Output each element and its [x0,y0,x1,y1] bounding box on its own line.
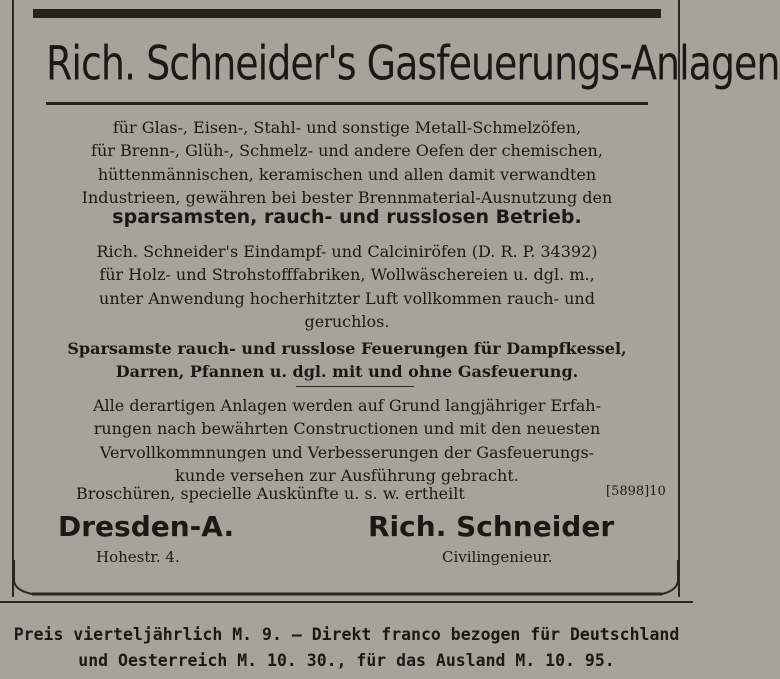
intro-line: für Brenn-, Glüh-, Schmelz- und andere Oefen der chemischen, [91,141,603,161]
experience-line: Alle derartigen Anlagen werden auf Grund langjähriger Erfah- [92,396,601,415]
intro-line: Industrieen, gewähren bei bester Brennmaterial-Ausnutzung den [81,187,613,207]
price-line: Preis vierteljährlich M. 9. — Direkt franco bezogen für Deutschland [13,625,680,644]
furnace-line: Rich. Schneider's Eindampf- und Calciniröfen (D. R. P. 34392) [96,242,598,261]
boiler-line: Sparsamste rauch- und russlose Feuerungen für Dampfkessel, [67,339,627,358]
city: Dresden-A. [58,510,235,543]
experience-line: kunde versehen zur Ausführung gebracht. [175,465,519,485]
ad-code: [5898]10 [606,484,666,499]
intro-line: für Glas-, Eisen-, Stahl- und sonstige Metall-Schmelzöfen, [112,118,582,137]
experience-line: Vervollkommnungen und Verbesserungen der Gasfeuerungs- [99,442,595,462]
street-address: Hohestr. 4. [96,548,180,566]
price-line: und Oesterreich M. 10. 30., für das Ausland M. 10. 95. [78,651,615,670]
brochure-note: Broschüren, specielle Auskünfte u. s. w. ertheilt [76,484,465,503]
section-divider [296,386,414,387]
headline-rule [46,102,648,105]
frame-bottom-ornament [0,560,693,605]
professional-title: Civilingenieur. [442,548,553,566]
intro-paragraph [30,116,664,209]
intro-line: hüttenmännischen, keramischen und allen damit verwandten [97,164,597,184]
furnace-line: unter Anwendung hocherhitzter Luft vollkommen rauch- und [99,288,595,308]
furnace-line: geruchlos. [304,311,390,331]
furnace-paragraph [30,240,664,333]
boiler-line: Darren, Pfannen u. dgl. mit und ohne Gasfeuerung. [115,362,579,382]
company-name: Rich. Schneider [368,510,615,543]
emphasis-paragraph [30,206,664,229]
experience-line: rungen nach bewährten Constructionen und mit den neuesten [93,419,601,439]
emphasis-text: sparsamsten, rauch- und russlosen Betrieb. [112,206,582,228]
experience-paragraph [30,394,664,487]
furnace-line: für Holz- und Strohstofffabriken, Wollwäschereien u. dgl. m., [99,265,595,285]
boiler-paragraph [30,337,664,384]
subscription-price [0,622,693,674]
headline: Rich. Schneider's Gasfeuerungs-Anlagen [46,35,780,91]
